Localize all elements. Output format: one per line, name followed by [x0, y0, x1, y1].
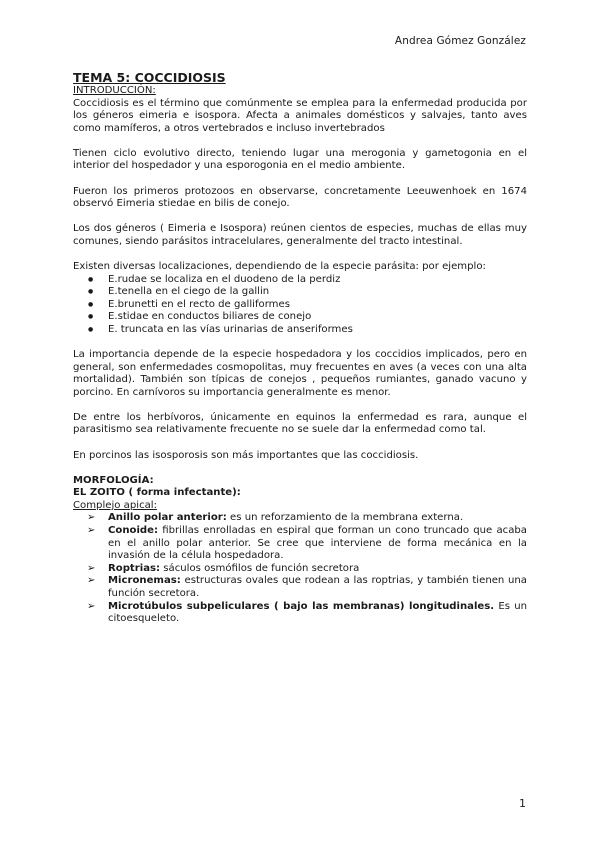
item-term: Roptrias:: [108, 562, 161, 574]
intro-paragraph: En porcinos las isosporosis son más importantes que las coccidiosis.: [73, 449, 419, 461]
item-text: Es un citoesqueleto.: [108, 600, 527, 625]
item-term: Microtúbulos subpeliculares ( bajo las membranas) longitudinales.: [108, 600, 495, 612]
item-text: fibrillas enrolladas en espiral que forman un cono truncado que acaba en el anillo polar anterior. Se cree que interviene de forma mecánica en la invasión de la célula hospedadora.: [108, 525, 527, 562]
list-item: [73, 601, 527, 626]
item-text: es un reforzamiento de la membrana externa.: [226, 512, 464, 524]
list-item: [73, 575, 527, 600]
intro-paragraph: De entre los herbívoros, únicamente en equinos la enfermedad es rara, aunque el parasitismo sea relativamente frecuente no se suele dar la enfermedad como tal.: [73, 411, 527, 436]
intro-paragraph: Los dos géneros ( Eimeria e Isospora) reúnen cientos de especies, muchas de ellas muy comunes, siendo parásitos intracelulares, generalmente del tracto intestinal.: [73, 223, 527, 247]
document-body: [73, 71, 527, 626]
arrow-bullet-icon: ➢: [87, 525, 96, 537]
zoito-subheading: EL ZOITO ( forma infectante):: [73, 487, 241, 499]
complejo-apical-heading: Complejo apical:: [73, 499, 158, 511]
author-name: Andrea Gómez González: [394, 35, 526, 47]
item-term: Micronemas:: [108, 575, 181, 587]
intro-heading: INTRODUCCIÓN:: [73, 85, 156, 96]
list-item: ● E.stidae en conductos biliares de conejo: [73, 311, 527, 324]
item-text: estructuras ovales que rodean a las roptrias, y también tienen una función secretora.: [108, 575, 527, 599]
intro-paragraph: La importancia depende de la especie hospedadora y los coccidios implicados, pero en general, son enfermedades cosmopolitas, muy frecuentes en aves (a veces con una alta mortalidad). También son típicas de conejos , pequeños rumiantes, ganado vacuno y porcino. En carnívoros su importancia generalmente es menor.: [73, 349, 527, 398]
list-item: [73, 525, 527, 563]
arrow-bullet-icon: ➢: [87, 575, 96, 587]
list-item: ● E.rudae se localiza en el duodeno de la perdiz: [73, 274, 527, 287]
complejo-apical-list: [73, 512, 527, 625]
arrow-bullet-icon: ➢: [87, 562, 96, 574]
list-item: ● E. truncata en las vías urinarias de anseriformes: [73, 324, 527, 337]
list-item: ● E.brunetti en el recto de galliformes: [73, 299, 527, 312]
intro-paragraph: Existen diversas localizaciones, dependiendo de la especie parásita: por ejemplo:: [73, 260, 486, 272]
list-item: ● E.tenella en el ciego de la gallin: [73, 286, 527, 299]
page-number: 1: [519, 797, 526, 810]
page-title: TEMA 5: COCCIDIOSIS: [73, 70, 226, 85]
intro-paragraph: Fueron los primeros protozoos en observarse, concretamente Leeuwenhoek en 1674 observó Eimeria stiedae en bilis de conejo.: [73, 185, 527, 210]
intro-paragraph: Coccidiosis es el término que comúnmente se emplea para la enfermedad producida por los géneros eimeria e isospora. Afecta a animales domésticos y salvajes, tanto aves como mamíferos, a otros vertebrados e incluso invertebrados: [73, 97, 527, 134]
item-term: Conoide:: [108, 525, 159, 537]
intro-paragraph: Tienen ciclo evolutivo directo, teniendo lugar una merogonia y gametogonia en el interior del hospedador y una esporogonia en el medio ambiente.: [73, 147, 527, 172]
item-term: Anillo polar anterior:: [108, 512, 227, 524]
list-item: [73, 512, 527, 525]
localizaciones-list: [73, 274, 527, 337]
list-item: [73, 563, 527, 576]
arrow-bullet-icon: ➢: [87, 512, 96, 524]
morfologia-heading: MORFOLOGÍA:: [73, 474, 154, 486]
item-text: sáculos osmófilos de función secretora: [160, 562, 360, 574]
arrow-bullet-icon: ➢: [87, 600, 96, 612]
